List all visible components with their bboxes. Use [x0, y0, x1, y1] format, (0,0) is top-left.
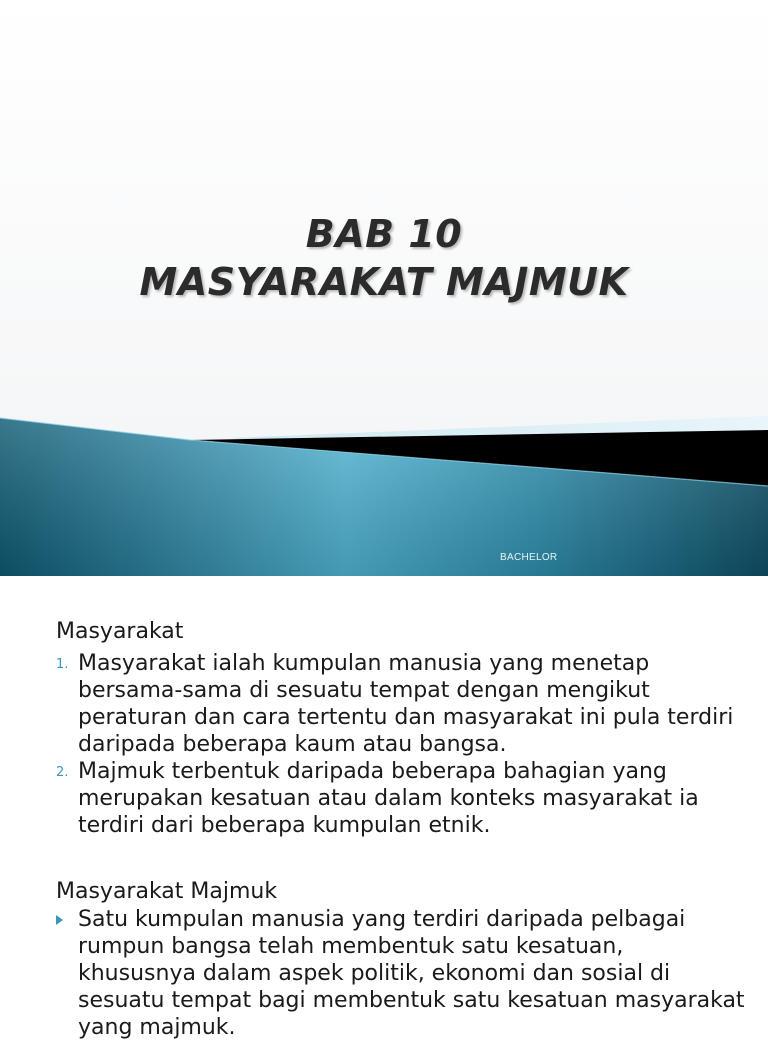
- decorative-banner: [0, 410, 768, 576]
- list-item: [56, 650, 746, 758]
- list-number: 2.: [56, 765, 69, 780]
- footer-label: BACHELOR: [500, 552, 558, 563]
- list-number: 1.: [56, 657, 69, 672]
- content-slide: [0, 576, 768, 1040]
- list-item-text: Satu kumpulan manusia yang terdiri daripada pelbagai rumpun bangsa telah membentuk satu kesatuan, khususnya dalam aspek politik, ekonomi dan sosial di sesuatu tempat bagi membentuk satu kesatuan masyarakat yang majmuk.: [78, 907, 745, 1040]
- slide-title: [0, 210, 768, 306]
- section-heading-masyarakat: Masyarakat: [56, 619, 184, 644]
- bullet-list: [56, 906, 746, 1041]
- title-line-2: MASYARAKAT MAJMUK: [139, 260, 629, 304]
- title-line-1: BAB 10: [305, 212, 463, 256]
- list-item-text: Majmuk terbentuk daripada beberapa bahagian yang merupakan kesatuan atau dalam konteks masyarakat ia terdiri dari beberapa kumpulan etnik.: [78, 759, 699, 838]
- list-item-text: Masyarakat ialah kumpulan manusia yang menetap bersama-sama di sesuatu tempat dengan mengikut peraturan dan cara tertentu dan masyarakat ini pula terdiri daripada beberapa kaum atau bangsa.: [78, 651, 734, 757]
- section-heading-masyarakat-majmuk: Masyarakat Majmuk: [56, 879, 278, 904]
- list-item: [56, 906, 746, 1041]
- numbered-list: [56, 650, 746, 839]
- list-item: [56, 758, 746, 839]
- triangle-bullet-icon: [56, 915, 63, 925]
